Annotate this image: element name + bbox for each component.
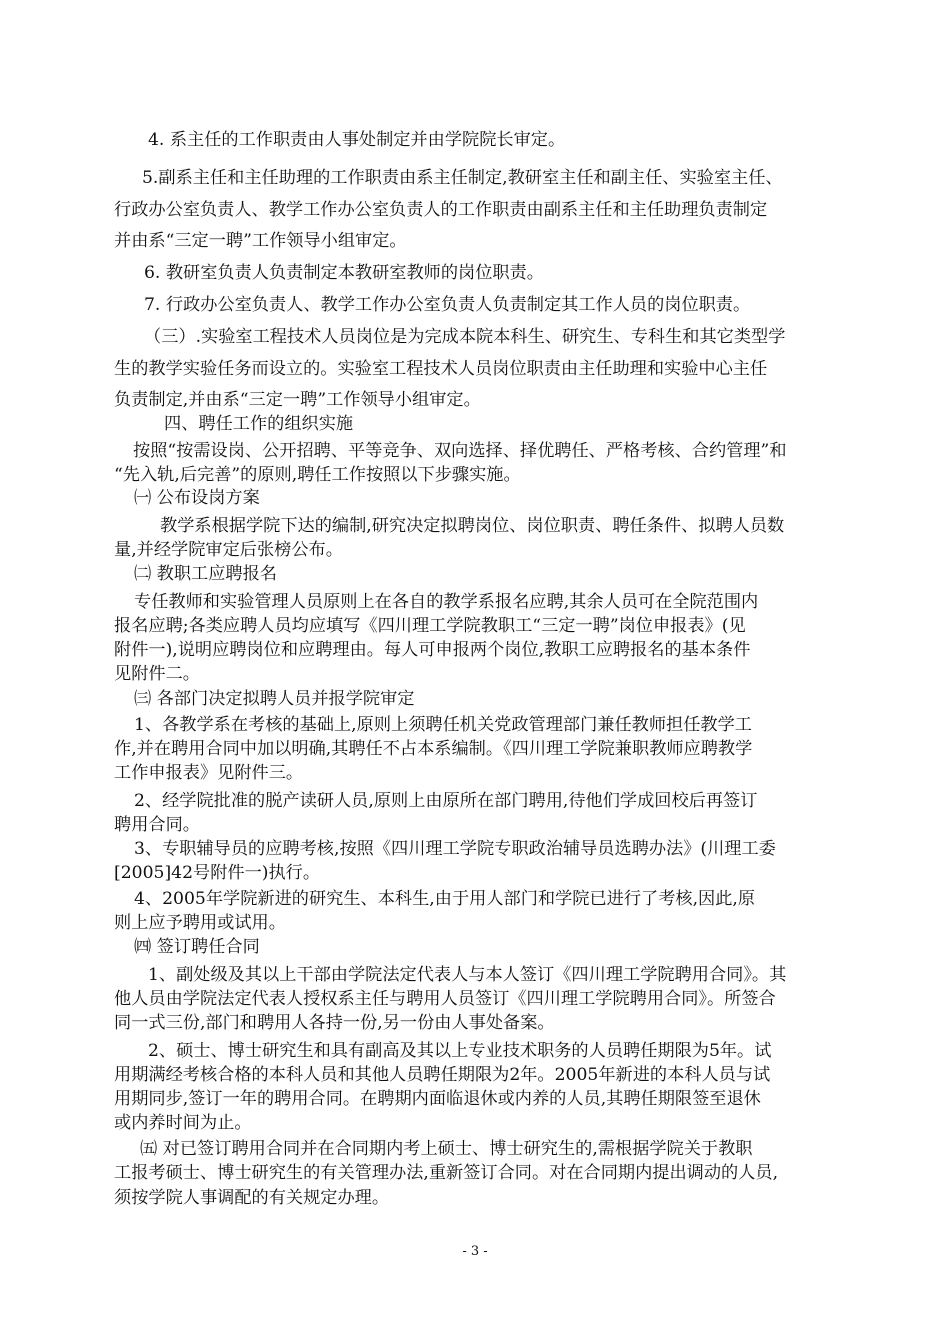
paragraph-line: 见附件二。 (114, 664, 200, 684)
paragraph-line: 1、各教学系在考核的基础上,原则上须聘任机关党政管理部门兼任教师担任教学工 (134, 715, 752, 735)
paragraph-line: 6. 教研室负责人负责制定本教研室教师的岗位职责。 (144, 263, 544, 283)
paragraph-line: 或内养时间为止。 (114, 1113, 252, 1133)
paragraph-line: 工作申报表》见附件三。 (114, 763, 304, 783)
subsection-heading: ㈣ 签订聘任合同 (134, 937, 260, 957)
paragraph-line: 用期同步,签订一年的聘用合同。在聘期内面临退休或内养的人员,其聘任期限签至退休 (114, 1089, 761, 1109)
paragraph-line: 同一式三份,部门和聘用人各持一份,另一份由人事处备案。 (114, 1013, 555, 1033)
paragraph-line: 他人员由学院法定代表人授权系主任与聘用人员签订《四川理工学院聘用合同》。所签合 (114, 989, 776, 1009)
paragraph-line: 教学系根据学院下达的编制,研究决定拟聘岗位、岗位职责、聘任条件、拟聘人员数 (160, 516, 785, 536)
paragraph-line: 聘用合同。 (114, 815, 200, 835)
paragraph-line: “先入轨,后完善”的原则,聘任工作按照以下步骤实施。 (114, 465, 521, 485)
paragraph-line: 作,并在聘用合同中加以明确,其聘任不占本系编制。《四川理工学院兼职教师应聘教学 (114, 739, 753, 759)
paragraph-line: 7. 行政办公室负责人、教学工作办公室负责人负责制定其工作人员的岗位职责。 (144, 295, 751, 315)
paragraph-line: 则上应予聘用或试用。 (114, 913, 286, 933)
page-number: - 3 - (462, 1244, 488, 1259)
paragraph-line: ㈤ 对已签订聘用合同并在合同期内考上硕士、博士研究生的,需根据学院关于教职 (140, 1139, 753, 1159)
paragraph-line: 量,并经学院审定后张榜公布。 (114, 540, 343, 560)
paragraph-line: 工报考硕士、博士研究生的有关管理办法,重新签订合同。对在合同期内提出调动的人员, (114, 1163, 779, 1183)
paragraph-line: 用期满经考核合格的本科人员和其他人员聘任期限为2年。2005年新进的本科人员与试 (114, 1065, 771, 1085)
paragraph-line: 须按学院人事调配的有关规定办理。 (114, 1188, 390, 1208)
paragraph-line: 行政办公室负责人、教学工作办公室负责人的工作职责由副系主任和主任助理负责制定 (114, 200, 768, 220)
paragraph-line: 1、副处级及其以上干部由学院法定代表人与本人签订《四川理工学院聘用合同》。其 (148, 965, 787, 985)
subsection-heading: ㈠ 公布设岗方案 (134, 488, 260, 508)
subsection-heading: ㈡ 教职工应聘报名 (134, 564, 277, 584)
paragraph-line: 报名应聘;各类应聘人员均应填写《四川理工学院教职工“三定一聘”岗位申报表》(见 (114, 616, 746, 636)
paragraph-line: 4. 系主任的工作职责由人事处制定并由学院院长审定。 (148, 130, 566, 150)
paragraph-line: 5.副系主任和主任助理的工作职责由系主任制定,教研室主任和副主任、实验室主任、 (142, 168, 783, 188)
paragraph-line: 负责制定,并由系“三定一聘”工作领导小组审定。 (114, 390, 481, 410)
paragraph-line: 3、专职辅导员的应聘考核,按照《四川理工学院专职政治辅导员选聘办法》(川理工委 (134, 839, 776, 859)
subsection-heading: ㈢ 各部门决定拟聘人员并报学院审定 (134, 689, 415, 709)
paragraph-line: （三）.实验室工程技术人员岗位是为完成本院本科生、研究生、专科生和其它类型学 (144, 327, 786, 347)
paragraph-line: [2005]42号附件一)执行。 (114, 863, 321, 883)
paragraph-line: 附件一),说明应聘岗位和应聘理由。每人可申报两个岗位,教职工应聘报名的基本条件 (114, 640, 751, 660)
paragraph-line: 按照“按需设岗、公开招聘、平等竞争、双向选择、择优聘任、严格考核、合约管理”和 (133, 441, 787, 461)
paragraph-line: 专任教师和实验管理人员原则上在各自的教学系报名应聘,其余人员可在全院范围内 (134, 592, 759, 612)
paragraph-line: 2、经学院批准的脱产读研人员,原则上由原所在部门聘用,待他们学成回校后再签订 (134, 791, 758, 811)
paragraph-line: 并由系“三定一聘”工作领导小组审定。 (114, 231, 407, 251)
section-heading: 四、聘任工作的组织实施 (164, 414, 354, 434)
paragraph-line: 4、2005年学院新进的研究生、本科生,由于用人部门和学院已进行了考核,因此,原 (134, 889, 756, 909)
paragraph-line: 2、硕士、博士研究生和具有副高及其以上专业技术职务的人员聘任期限为5年。试 (148, 1041, 772, 1061)
paragraph-line: 生的教学实验任务而设立的。实验室工程技术人员岗位职责由主任助理和实验中心主任 (114, 359, 768, 379)
